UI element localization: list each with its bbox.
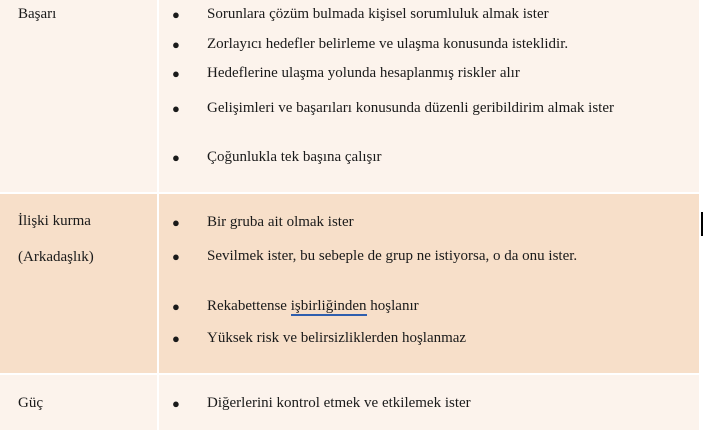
- spellcheck-word-link[interactable]: işbirliğinden: [290, 298, 367, 314]
- bullet-icon: ●: [172, 215, 180, 230]
- text-cursor: [701, 212, 703, 236]
- row-label: İlişki kurma: [18, 213, 91, 229]
- list-item: Diğerlerini kontrol etmek ve etkilemek ister: [207, 395, 471, 411]
- bullet-icon: ●: [172, 150, 180, 165]
- row-label-sub: (Arkadaşlık): [18, 249, 94, 265]
- list-item: Hedeflerine ulaşma yolunda hesaplanmış riskler alır: [207, 65, 520, 81]
- list-item: Bir gruba ait olmak ister: [207, 214, 354, 230]
- bullet-icon: ●: [172, 66, 180, 81]
- list-item: Sorunlara çözüm bulmada kişisel sorumluluk almak ister: [207, 6, 549, 22]
- list-item: [207, 297, 657, 316]
- column-divider: [157, 0, 159, 430]
- bullet-icon: ●: [172, 7, 180, 22]
- list-item: Yüksek risk ve belirsizliklerden hoşlanmaz: [207, 330, 467, 346]
- list-item: Çoğunlukla tek başına çalışır: [207, 149, 382, 165]
- list-item-text: hoşlanır: [366, 298, 419, 314]
- bullet-icon: ●: [172, 299, 180, 314]
- list-item: Sevilmek ister, bu sebeple de grup ne istiyorsa, o da onu ister.: [207, 248, 578, 264]
- list-item-text: Rekabettense: [207, 298, 291, 314]
- bullet-icon: ●: [172, 37, 180, 52]
- list-item: Gelişimleri ve başarıları konusunda düzenli geribildirim almak ister: [207, 100, 614, 116]
- row-label: Güç: [18, 395, 43, 411]
- row-label: Başarı: [18, 6, 57, 22]
- bullet-icon: ●: [172, 249, 180, 264]
- bullet-icon: ●: [172, 331, 180, 346]
- list-item: Zorlayıcı hedefler belirleme ve ulaşma konusunda isteklidir.: [207, 36, 569, 52]
- bullet-icon: ●: [172, 396, 180, 411]
- bullet-icon: ●: [172, 101, 180, 116]
